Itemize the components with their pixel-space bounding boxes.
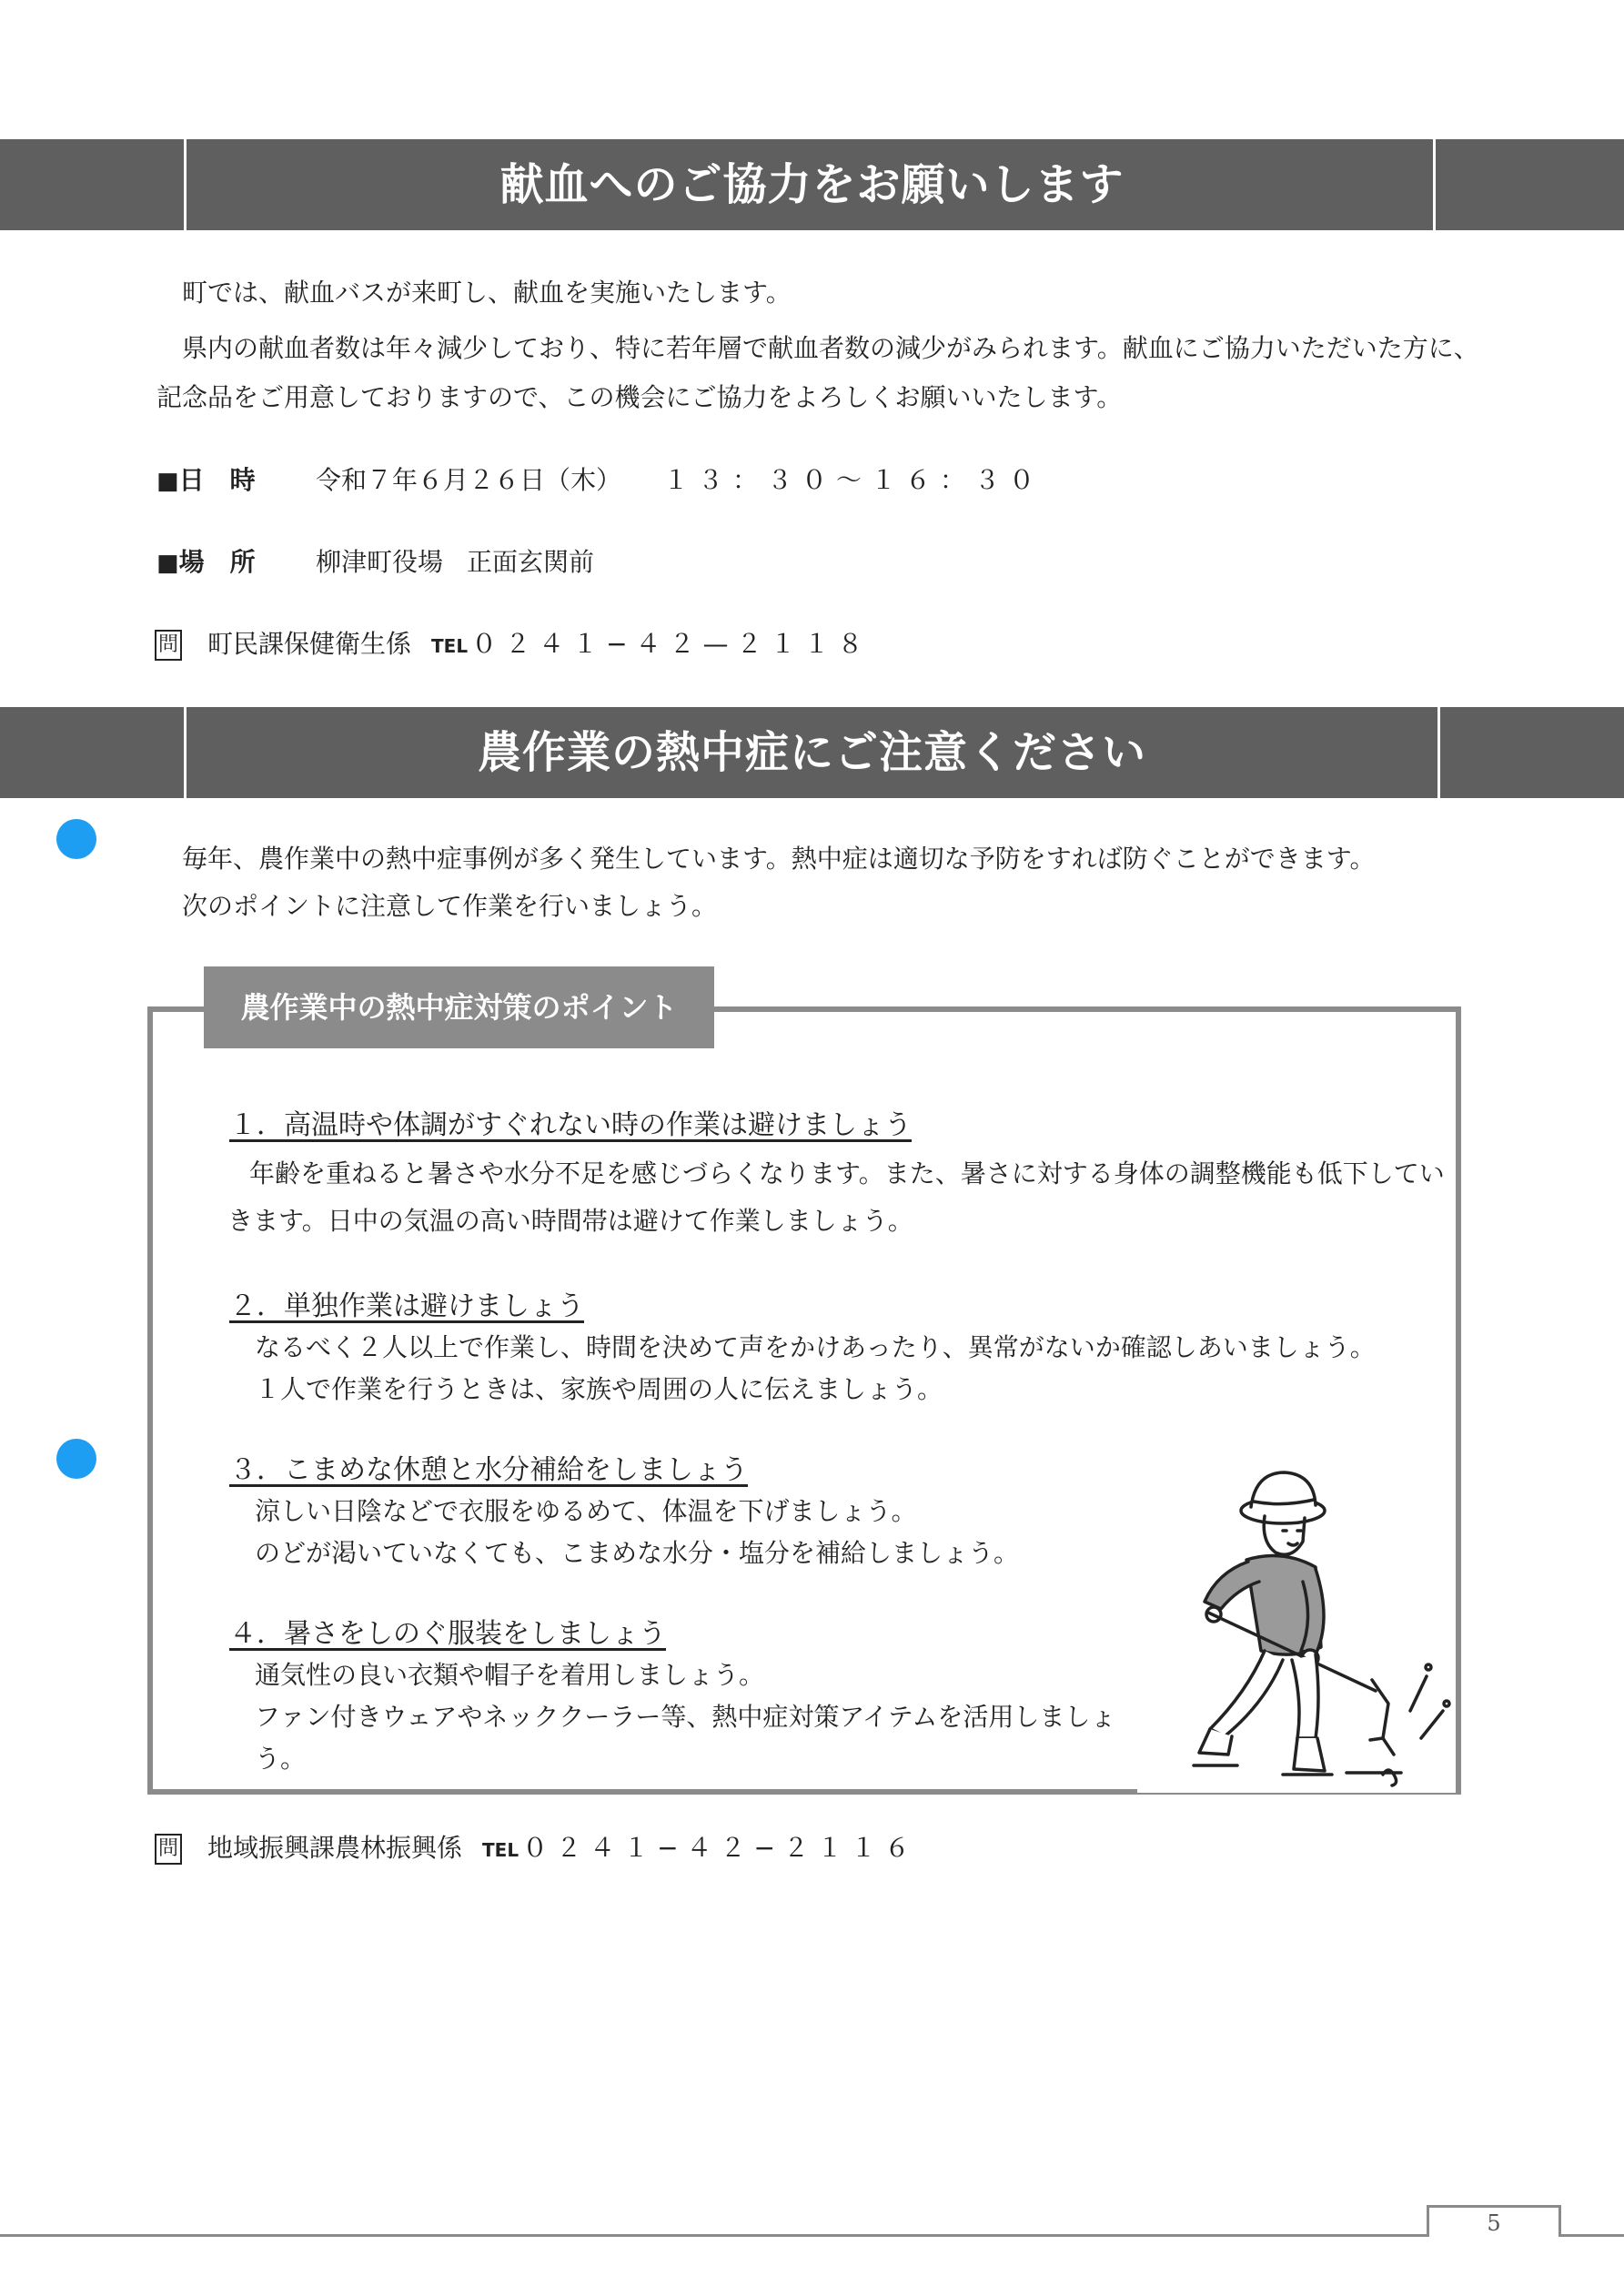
farmer-digging-icon [1137, 1465, 1456, 1793]
section1-para1: 町では、献血バスが来町し、献血を実施いたします。 [182, 278, 792, 308]
place-label: ■場 所 [156, 547, 256, 577]
inquiry-icon: 問 [155, 1834, 182, 1865]
points-box-title: 農作業中の熱中症対策のポイント [204, 966, 714, 1048]
section2-intro2: 次のポイントに注意して作業を行いましょう。 [182, 891, 718, 921]
date-row [156, 462, 1044, 500]
date-value: 令和７年６月２６日（木） [316, 465, 622, 495]
point-3-heading: ３．こまめな休憩と水分補給をしましょう [229, 1454, 748, 1486]
contact-tel: ０２４１−４２−２１１６ [522, 1833, 919, 1863]
contact-tel: ０２４１−４２—２１１８ [471, 629, 872, 659]
tel-icon: TEL [431, 635, 469, 657]
point-3-text-1: 涼しい日陰などで衣服をゆるめて、体温を下げましょう。 [255, 1496, 917, 1526]
section1-title: 献血へのご協力をお願いします [499, 159, 1125, 210]
place-row [156, 544, 594, 582]
point-2-heading: ２．単独作業は避けましょう [229, 1290, 584, 1322]
contact-dept: 地域振興課農林振興係 [207, 1833, 463, 1863]
section1-contact [155, 626, 872, 664]
section1-para2: 県内の献血者数は年々減少しており、特に若年層で献血者数の減少がみられます。献血にご協力いただいた方に、記念品をご用意しておりますので、この機会にご協力をよろしくお願いいたします。 [156, 333, 1479, 412]
place-value: 柳津町役場 [316, 547, 444, 577]
section2-intro1: 毎年、農作業中の熱中症事例が多く発生しています。熱中症は適切な予防をすれば防ぐことができます。 [182, 844, 1376, 874]
point-1-heading: １．高温時や体調がすぐれない時の作業は避けましょう [229, 1109, 912, 1141]
punch-hole-dot [56, 819, 96, 859]
banner-divider [1437, 707, 1440, 798]
place-detail: 正面玄関前 [467, 547, 595, 577]
point-1-text: 年齢を重ねると暑さや水分不足を感じづらくなります。また、暑さに対する身体の調整機能も低下していきます。日中の気温の高い時間帯は避けて作業しましょう。 [227, 1158, 1445, 1236]
banner-divider [184, 707, 187, 798]
inquiry-icon: 問 [155, 630, 182, 661]
section2-banner [0, 707, 1624, 798]
page-number: 5 [1427, 2205, 1561, 2237]
point-3-text-2: のどが渇いていなくても、こまめな水分・塩分を補給しましょう。 [255, 1538, 1020, 1568]
section2-contact [155, 1830, 918, 1868]
punch-hole-dot [56, 1439, 96, 1479]
time-value: １３：３０〜１６：３０ [663, 465, 1044, 495]
contact-dept: 町民課保健衛生係 [207, 629, 412, 659]
banner-divider [184, 139, 187, 230]
section2-title: 農作業の熱中症にご注意ください [477, 727, 1146, 778]
point-4-text-2: ファン付きウェアやネッククーラー等、熱中症対策アイテムを活用しましょう。 [255, 1702, 1116, 1774]
point-2-text-1: なるべく２人以上で作業し、時間を決めて声をかけあったり、異常がないか確認しあいましょう。 [255, 1332, 1376, 1362]
point-4-heading: ４．暑さをしのぐ服装をしましょう [229, 1618, 666, 1650]
tel-icon: TEL [482, 1839, 519, 1861]
date-label: ■日 時 [156, 465, 256, 495]
page-footer-line [0, 2234, 1624, 2237]
point-2-text-2: １人で作業を行うときは、家族や周囲の人に伝えましょう。 [255, 1374, 943, 1404]
point-4-text-1: 通気性の良い衣類や帽子を着用しましょう。 [255, 1660, 765, 1690]
section1-banner [0, 139, 1624, 230]
